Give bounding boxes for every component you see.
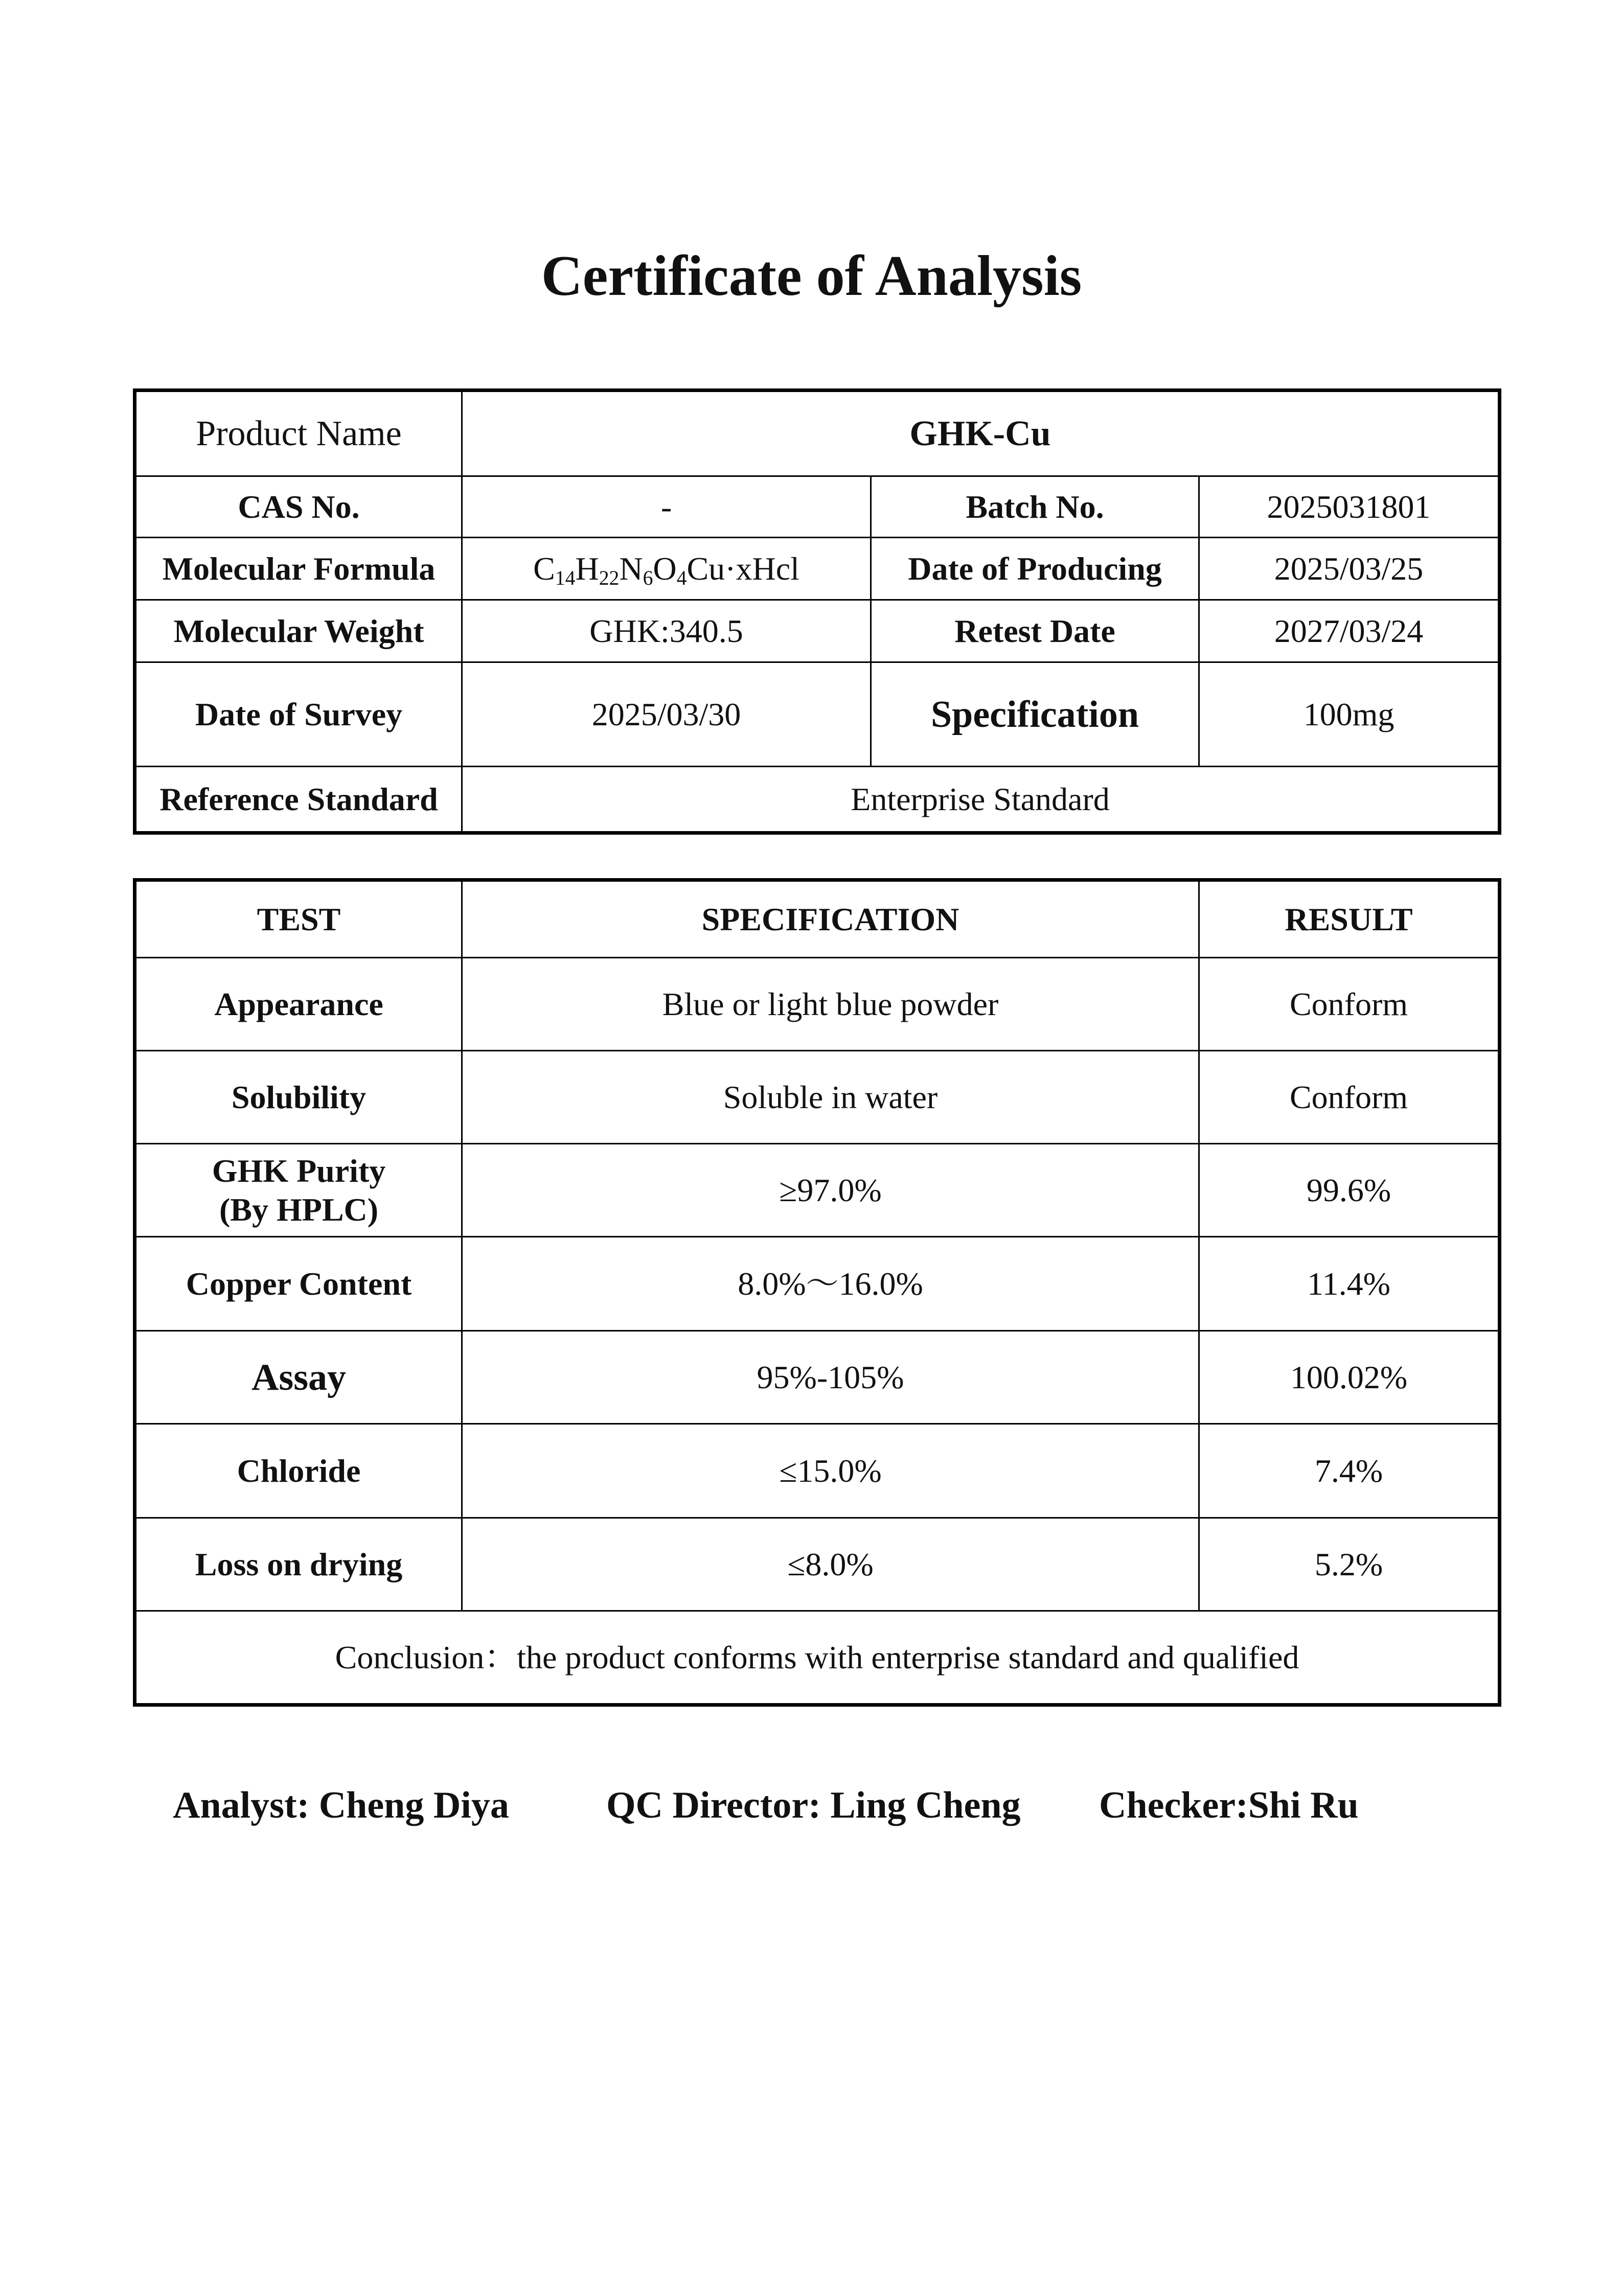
test-result: 7.4%: [1199, 1424, 1500, 1518]
test-result: 100.02%: [1199, 1331, 1500, 1424]
formula-value: $C_{14}H_{22}N_6O_4Cu\cdot xHcl$: [462, 538, 871, 600]
weight-label: Molecular Weight: [135, 600, 462, 662]
test-name: Chloride: [135, 1424, 462, 1518]
test-result: Conform: [1199, 958, 1500, 1051]
product-info-table: [133, 388, 1501, 835]
test-results-table: [133, 878, 1501, 1707]
conclusion-row: [135, 1611, 1500, 1705]
reference-row: [135, 767, 1500, 833]
document-title: Certificate of Analysis: [541, 244, 1082, 308]
survey-row: [135, 662, 1500, 767]
table-row: [135, 1518, 1500, 1611]
table-row: [135, 1331, 1500, 1424]
weight-row: [135, 600, 1500, 662]
test-header-row: [135, 880, 1500, 958]
test-spec: 95%-105%: [462, 1331, 1199, 1424]
header-result: RESULT: [1199, 880, 1500, 958]
test-spec: ≤8.0%: [462, 1518, 1199, 1611]
qc-director-signature: QC Director: Ling Cheng: [606, 1784, 1021, 1826]
table-row: [135, 1237, 1500, 1331]
test-result: 5.2%: [1199, 1518, 1500, 1611]
test-result: Conform: [1199, 1051, 1500, 1144]
batch-label: Batch No.: [871, 476, 1199, 538]
specification-value: 100mg: [1199, 662, 1500, 767]
test-name: GHK Purity (By HPLC): [135, 1144, 462, 1237]
product-name-row: [135, 391, 1500, 476]
reference-value: Enterprise Standard: [462, 767, 1500, 833]
cas-label: CAS No.: [135, 476, 462, 538]
table-row: [135, 958, 1500, 1051]
cas-value: -: [462, 476, 871, 538]
table-row: [135, 1144, 1500, 1237]
cas-batch-row: [135, 476, 1500, 538]
formula-label: Molecular Formula: [135, 538, 462, 600]
reference-label: Reference Standard: [135, 767, 462, 833]
date-producing-value: 2025/03/25: [1199, 538, 1500, 600]
product-name-value: GHK-Cu: [462, 391, 1500, 476]
test-result: 11.4%: [1199, 1237, 1500, 1331]
test-name: Copper Content: [135, 1237, 462, 1331]
signatures: [0, 1784, 1623, 1835]
product-name-label: Product Name: [135, 391, 462, 476]
survey-label: Date of Survey: [135, 662, 462, 767]
survey-value: 2025/03/30: [462, 662, 871, 767]
test-name: Appearance: [135, 958, 462, 1051]
analyst-signature: Analyst: Cheng Diya: [173, 1784, 509, 1826]
table-row: [135, 1051, 1500, 1144]
test-name: Solubility: [135, 1051, 462, 1144]
header-test: TEST: [135, 880, 462, 958]
test-spec: ≥97.0%: [462, 1144, 1199, 1237]
retest-label: Retest Date: [871, 600, 1199, 662]
test-spec: Soluble in water: [462, 1051, 1199, 1144]
formula-row: [135, 538, 1500, 600]
test-result: 99.6%: [1199, 1144, 1500, 1237]
test-name: Loss on drying: [135, 1518, 462, 1611]
specification-label: Specification: [871, 662, 1199, 767]
test-spec: ≤15.0%: [462, 1424, 1199, 1518]
table-row: [135, 1424, 1500, 1518]
test-spec: Blue or light blue powder: [462, 958, 1199, 1051]
test-spec: 8.0%～16.0%: [462, 1237, 1199, 1331]
header-specification: SPECIFICATION: [462, 880, 1199, 958]
weight-value: GHK:340.5: [462, 600, 871, 662]
date-producing-label: Date of Producing: [871, 538, 1199, 600]
checker-signature: Checker:Shi Ru: [1099, 1784, 1359, 1826]
batch-value: 2025031801: [1199, 476, 1500, 538]
test-name: Assay: [135, 1331, 462, 1424]
conclusion-text: Conclusion：the product conforms with enterprise standard and qualified: [135, 1611, 1500, 1705]
retest-value: 2027/03/24: [1199, 600, 1500, 662]
